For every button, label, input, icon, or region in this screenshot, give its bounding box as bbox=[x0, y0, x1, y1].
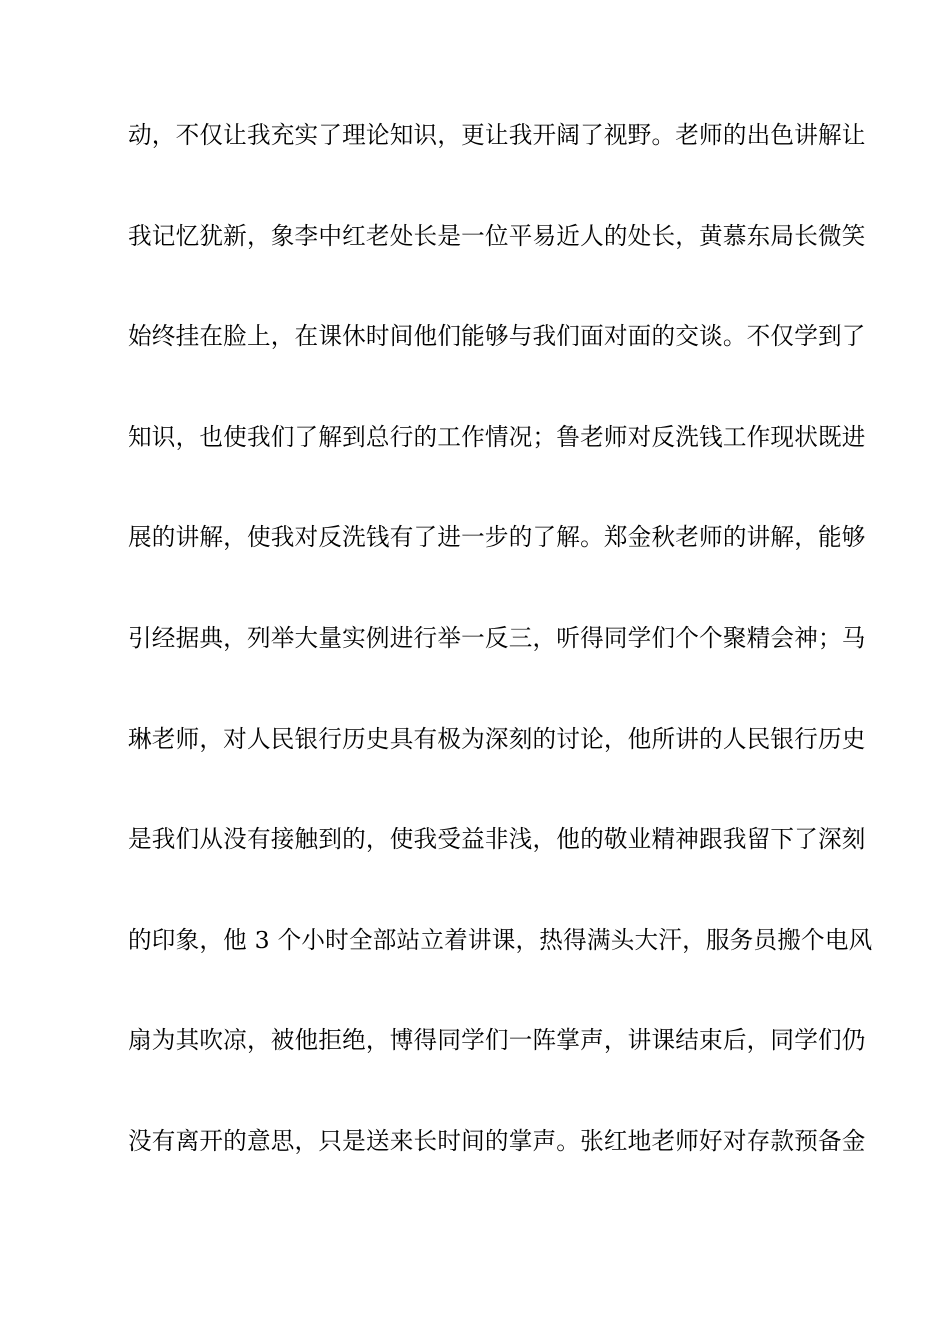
text-line: 是我们从没有接触到的，使我受益非浅，他的敬业精神跟我留下了深刻 bbox=[128, 825, 866, 854]
text-line: 没有离开的意思，只是送来长时间的掌声。张红地老师好对存款预备金 bbox=[128, 1126, 866, 1155]
text-line: 知识，也使我们了解到总行的工作情况；鲁老师对反洗钱工作现状既进 bbox=[128, 422, 866, 451]
text-line: 我记忆犹新，象李中红老处长是一位平易近人的处长，黄慕东局长微笑 bbox=[128, 221, 866, 250]
text-line: 动，不仅让我充实了理论知识，更让我开阔了视野。老师的出色讲解让 bbox=[128, 121, 866, 149]
text-line: 引经据典，列举大量实例进行举一反三，听得同学们个个聚精会神；马 bbox=[128, 623, 866, 652]
text-line: 琳老师，对人民银行历史具有极为深刻的讨论，他所讲的人民银行历史 bbox=[128, 724, 866, 753]
text-line: 扇为其吹凉，被他拒绝，博得同学们一阵掌声，讲课结束后，同学们仍 bbox=[128, 1026, 866, 1055]
body-text bbox=[128, 119, 873, 1226]
text-line: 展的讲解，使我对反洗钱有了进一步的了解。郑金秋老师的讲解，能够 bbox=[128, 523, 866, 552]
text-line: 的印象，他 3 个小时全部站立着讲课，热得满头大汗，服务员搬个电风 bbox=[128, 925, 873, 954]
text-line: 始终挂在脸上，在课休时间他们能够与我们面对面的交谈。不仅学到了 bbox=[128, 322, 866, 351]
